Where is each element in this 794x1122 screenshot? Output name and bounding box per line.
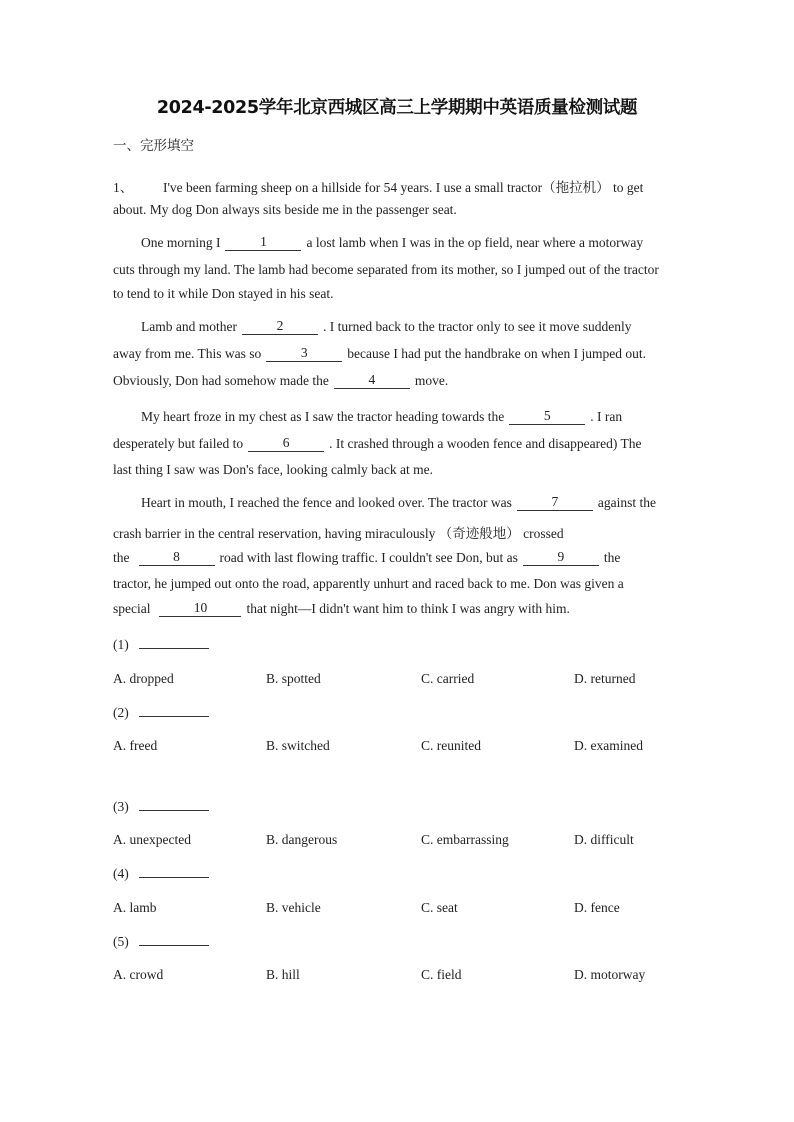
passage-line: Heart in mouth, I reached the fence and looked over. The tractor was 7 against the xyxy=(141,494,656,510)
option-c[interactable]: C. field xyxy=(421,967,462,982)
passage-line: cuts through my land. The lamb had become separated from its mother, so I jumped out of the tractor xyxy=(113,262,659,277)
gap-blank-4[interactable]: 4 xyxy=(334,374,410,389)
option-a[interactable]: A. dropped xyxy=(113,671,174,686)
gap-blank-5[interactable]: 5 xyxy=(509,410,585,425)
passage-line: last thing I saw was Don's face, looking calmly back at me. xyxy=(113,462,433,477)
gap-blank-10[interactable]: 10 xyxy=(159,602,241,617)
page-title: 2024-2025学年北京西城区高三上学期期中英语质量检测试题 xyxy=(156,98,638,118)
option-c[interactable]: C. embarrassing xyxy=(421,832,509,847)
passage-line: Lamb and mother 2 . I turned back to the tractor only to see it move suddenly xyxy=(141,318,632,334)
option-a[interactable]: A. freed xyxy=(113,738,158,753)
passage-line: about. My dog Don always sits beside me in the passenger seat. xyxy=(113,202,457,217)
option-b[interactable]: B. switched xyxy=(266,738,330,753)
option-b[interactable]: B. dangerous xyxy=(266,832,338,847)
passage-line: special 10 that night—I didn't want him to think I was angry with him. xyxy=(113,600,570,616)
passage-line: to tend to it while Don stayed in his seat. xyxy=(113,286,334,301)
gap-blank-7[interactable]: 7 xyxy=(517,496,593,511)
answer-blank[interactable] xyxy=(139,704,209,717)
answer-blank[interactable] xyxy=(139,865,209,878)
question-number: (2) xyxy=(113,704,209,721)
gap-blank-1[interactable]: 1 xyxy=(225,236,301,251)
passage-line xyxy=(113,176,643,196)
question-number: (3) xyxy=(113,798,209,815)
answer-blank[interactable] xyxy=(139,636,209,649)
option-c[interactable]: C. reunited xyxy=(421,738,481,753)
gap-blank-6[interactable]: 6 xyxy=(248,437,324,452)
option-d[interactable]: D. examined xyxy=(574,738,643,753)
option-a[interactable]: A. unexpected xyxy=(113,832,191,847)
option-c[interactable]: C. seat xyxy=(421,900,458,915)
option-d[interactable]: D. fence xyxy=(574,900,620,915)
option-d[interactable]: D. difficult xyxy=(574,832,634,847)
gap-blank-8[interactable]: 8 xyxy=(139,551,215,566)
option-b[interactable]: B. hill xyxy=(266,967,300,982)
section-heading: 一、完形填空 xyxy=(113,138,194,154)
option-a[interactable]: A. crowd xyxy=(113,967,164,982)
passage-number: 1、 xyxy=(113,180,134,195)
option-b[interactable]: B. spotted xyxy=(266,671,321,686)
passage-line: desperately but failed to 6 . It crashed through a wooden fence and disappeared) The xyxy=(113,435,642,451)
passage-line: tractor, he jumped out onto the road, apparently unhurt and raced back to me. Don was given a xyxy=(113,576,624,591)
passage-line: One morning I 1 a lost lamb when I was in the op field, near where a motorway xyxy=(141,234,644,250)
option-a[interactable]: A. lamb xyxy=(113,900,157,915)
passage-line: away from me. This was so 3 because I had put the handbrake on when I jumped out. xyxy=(113,345,647,361)
question-number: (4) xyxy=(113,865,209,882)
answer-blank[interactable] xyxy=(139,933,209,946)
gap-blank-9[interactable]: 9 xyxy=(523,551,599,566)
passage-line: the 8 road with last flowing traffic. I couldn't see Don, but as 9 the xyxy=(113,549,621,565)
passage-line: crash barrier in the central reservation, having miraculously （奇迹般地） crossed xyxy=(113,526,564,541)
passage-line: Obviously, Don had somehow made the 4 move. xyxy=(113,372,449,388)
answer-blank[interactable] xyxy=(139,798,209,811)
passage-text: I've been farming sheep on a hillside for 54 years. I use a small tractor（拖拉机） to get xyxy=(163,180,644,195)
option-b[interactable]: B. vehicle xyxy=(266,900,321,915)
gap-blank-2[interactable]: 2 xyxy=(242,320,318,335)
question-number: (1) xyxy=(113,636,209,653)
option-d[interactable]: D. returned xyxy=(574,671,636,686)
passage-line: My heart froze in my chest as I saw the tractor heading towards the 5 . I ran xyxy=(141,408,623,424)
gap-blank-3[interactable]: 3 xyxy=(266,347,342,362)
option-d[interactable]: D. motorway xyxy=(574,967,646,982)
question-number: (5) xyxy=(113,933,209,950)
option-c[interactable]: C. carried xyxy=(421,671,475,686)
